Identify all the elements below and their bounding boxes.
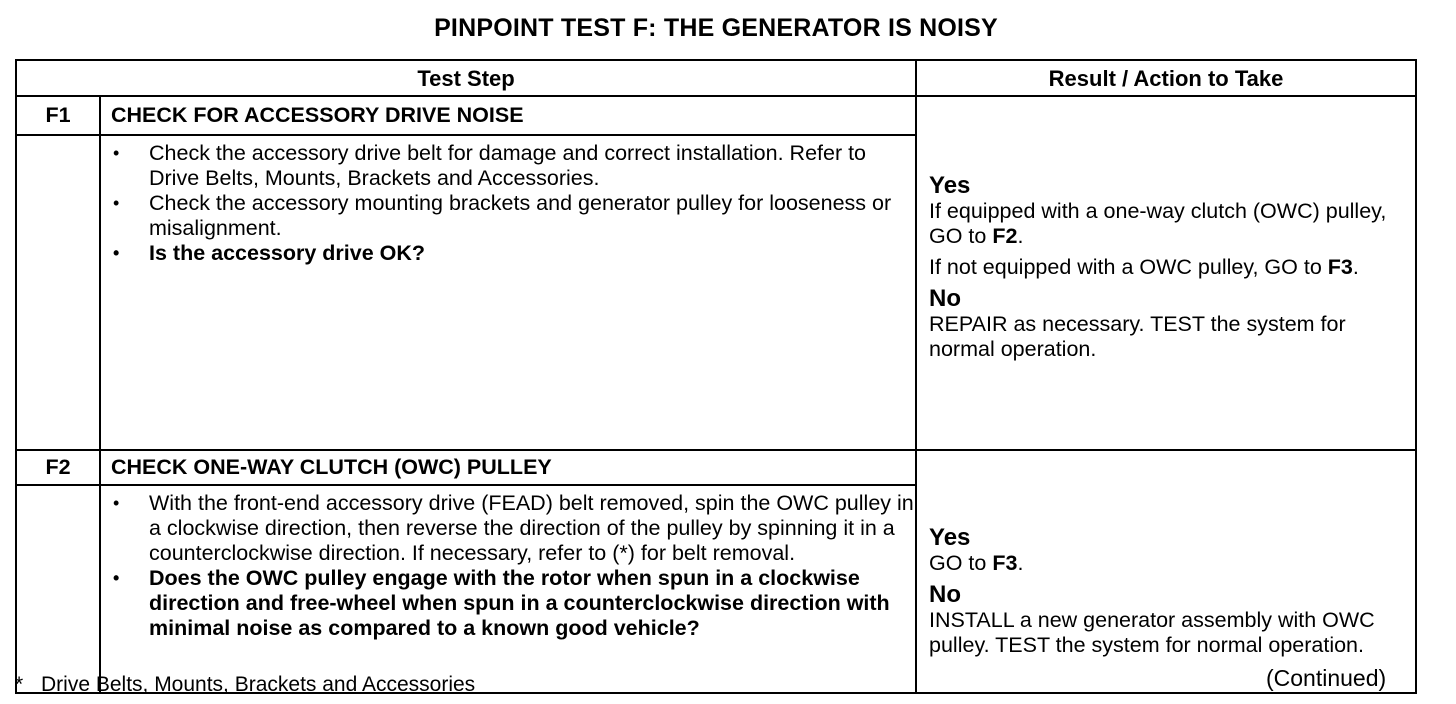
bullet-item: • With the front-end accessory drive (FEAD) belt removed, spin the OWC pulley in a clockwise direction, then reverse the direction of the pulley by spinning it in a counterclockwise direction. If necessary, refer to (*) for belt removal. [101,491,915,566]
step-f2-title-row [16,450,1416,485]
footnote [15,673,475,697]
yes-label: Yes [929,524,971,551]
yes-label: Yes [929,172,971,199]
no-label: No [929,285,962,312]
step-question: • Is the accessory drive OK? [101,241,915,266]
step-title: CHECK FOR ACCESSORY DRIVE NOISE [100,96,916,135]
step-reference: F2 [992,224,1018,248]
footnote-marker: * [15,673,24,696]
step-reference: F3 [1327,255,1353,279]
header-test-step: Test Step [16,60,916,96]
bullet-item: • Check the accessory drive belt for damage and correct installation. Refer to Drive Belts, Mounts, Brackets and Accessories. [101,141,915,191]
header-result: Result / Action to Take [916,60,1416,96]
step-id-blank [16,135,100,450]
step-reference: F3 [992,551,1018,575]
no-label: No [929,581,962,608]
pinpoint-test-table [15,59,1417,694]
step-id: F1 [16,96,100,135]
no-action: INSTALL a new generator assembly with OWC pulley. TEST the system for normal operation. [929,608,1375,657]
table-header-row [16,60,1416,96]
step-f1-title-row [16,96,1416,135]
yes-action: If equipped with a one-way clutch (OWC) pulley, GO to F2. [929,199,1387,248]
step-question: • Does the OWC pulley engage with the rotor when spun in a clockwise direction and free-wheel when spun in a counterclockwise direction with minimal noise as compared to a known good vehicle? [101,566,915,641]
step-title: CHECK ONE-WAY CLUTCH (OWC) PULLEY [100,450,916,485]
continued-label: (Continued) [1266,665,1387,691]
footnote-text: Drive Belts, Mounts, Brackets and Accessories [41,673,476,696]
yes-action-alt: If not equipped with a OWC pulley, GO to F3. [929,255,1359,279]
step-id: F2 [16,450,100,485]
yes-action: GO to F3. [929,551,1024,575]
bullet-item: • Check the accessory mounting brackets and generator pulley for looseness or misalignment. [101,191,915,241]
step-id-blank [16,485,100,693]
step-f2-result [916,450,1416,693]
step-instructions [100,135,916,450]
page-title: PINPOINT TEST F: THE GENERATOR IS NOISY [434,14,998,42]
no-action: REPAIR as necessary. TEST the system for normal operation. [929,312,1346,361]
step-instructions [100,485,916,693]
step-f1-result [916,96,1416,450]
